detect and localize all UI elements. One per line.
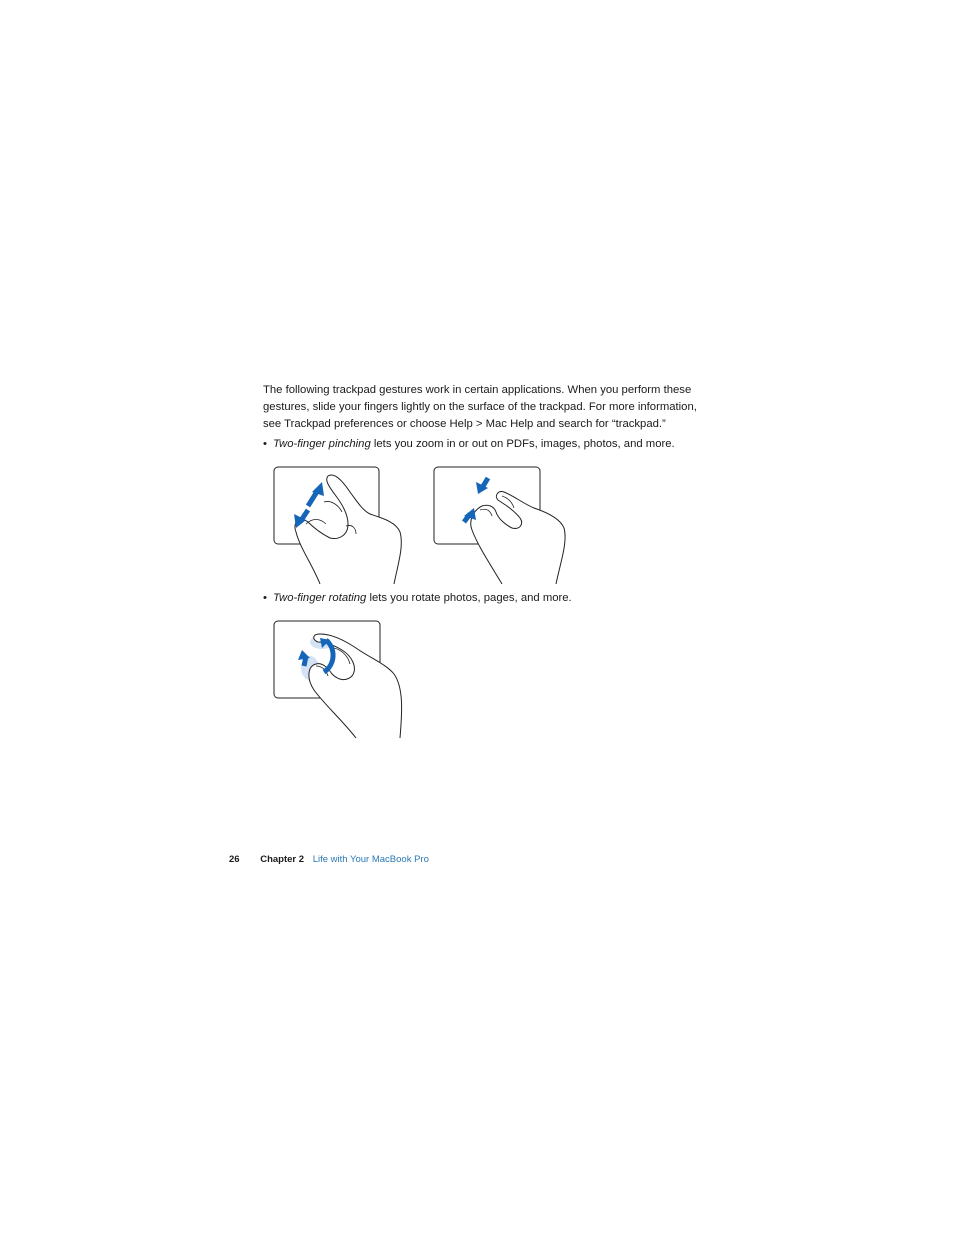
bullet-term: Two-finger rotating: [273, 592, 367, 604]
intro-paragraph: The following trackpad gestures work in certain applications. When you perform these gestures, slide your fingers lightly on the surface of the trackpad. For more information, see Trackpad preferences or choose Help > Mac Help and search for “trackpad.”: [263, 384, 697, 430]
bullet-rotating: [263, 590, 733, 607]
page-footer: [229, 853, 429, 867]
bullet-text: lets you rotate photos, pages, and more.: [366, 592, 572, 604]
page-number: 26: [229, 854, 240, 865]
pinch-in-gesture-illustration: [432, 466, 572, 584]
rotate-gesture-illustration: [272, 620, 412, 738]
arrow-up-right-icon: [308, 482, 324, 506]
arrow-down-left-icon: [476, 478, 488, 494]
chapter-title: Life with Your MacBook Pro: [312, 854, 429, 865]
bullet-marker: •: [263, 592, 267, 604]
chapter-label: Chapter 2: [260, 854, 305, 865]
pinch-out-gesture-illustration: [272, 466, 412, 584]
bullet-pinching: [263, 436, 733, 453]
bullet-text: lets you zoom in or out on PDFs, images, photos, and more.: [370, 438, 675, 450]
bullet-term: Two-finger pinching: [273, 438, 371, 450]
bullet-marker: •: [263, 438, 267, 450]
